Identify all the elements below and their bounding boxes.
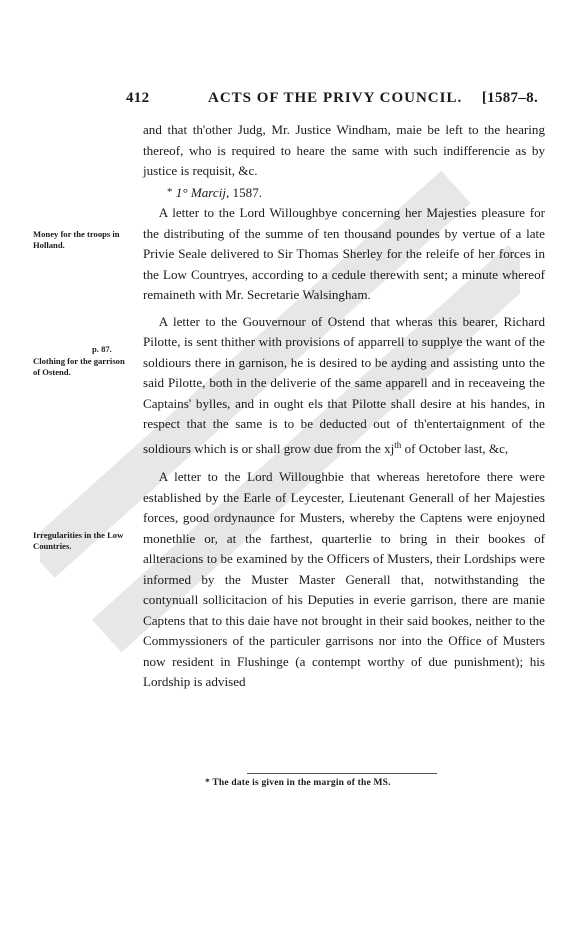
entry-clothing-text: A letter to the Gouvernour of Ostend that wheras this bearer, Richard Pilotte, is sent thither with provisions of apparrell to supplye the want of the soldiours there in garnison, he is desired to be ayding and assisting unto the said Pilotte, both in the deliverie of the same apparell and in receaveing the Captains' bylles, and in ought els that Pilotte shall desire at his handes, in respect that the same is to be deducted out of th'entertaignment of the soldiours which is or shall grow due from the xj [143, 313, 545, 456]
margin-note-irregularities: Irregularities in the Low Countries. [33, 530, 124, 551]
footnote-rule [247, 773, 437, 774]
entry-irregularities: A letter to the Lord Willoughbie that whereas heretofore there were established by the Earle of Leycester, Lieutenant Generall of her Majesties forces, good ordynaunce for Musters, whereby the Captens were enjoyned monethlie or, at the farthest, quarterlie to bring in their bookes of allteracions to be examined by the Officers of Musters, their Lordships were informed by the Muster Master Generall that, notwithstanding the contynuall sollicitacion of his Deputies in everie garrison, there are manie Captens that to this daie have not brought in their said bookes, neither to the Commyssioners of the particuler garrisons nor into the Office of Musters now resident in Flushinge (a contempt worthy of due punishment); his Lordship is advised [143, 469, 545, 689]
page-reference: p. 87. [92, 344, 112, 354]
date-heading [143, 182, 545, 204]
page-body [143, 120, 545, 693]
date-year: 1587. [232, 184, 263, 200]
date-star: * [167, 185, 173, 198]
page-number: 412 [126, 90, 150, 106]
running-year: [1587–8. [481, 90, 538, 106]
entry-clothing [143, 312, 545, 460]
date-text: 1° Marcij, [175, 184, 230, 200]
margin-note-clothing: Clothing for the garrison of Ostend. [33, 356, 125, 377]
entry-money: A letter to the Lord Willoughbye concerning her Majesties pleasure for the distributing of the summe of ten thousand poundes by vertue of a late Privie Seale delivered to Sir Thomas Sherley for the releife of her forces in the Low Countryes, according to a cedule therewith sent; a minute whereof remaineth with Mr. Secretarie Walsingham. [143, 205, 545, 302]
continuation-paragraph: and that th'other Judg, Mr. Justice Windham, maie be left to the hearing thereof, who is required to heare the same with such indifferencie as by justice is requisit, &c. [143, 122, 545, 178]
entry-clothing-sup: th [394, 439, 402, 450]
running-title: ACTS OF THE PRIVY COUNCIL. [208, 90, 463, 106]
footnote: * The date is given in the margin of the MS. [205, 778, 391, 788]
margin-note-money: Money for the troops in Holland. [33, 229, 120, 250]
entry-clothing-end: of October last, &c, [401, 440, 509, 456]
